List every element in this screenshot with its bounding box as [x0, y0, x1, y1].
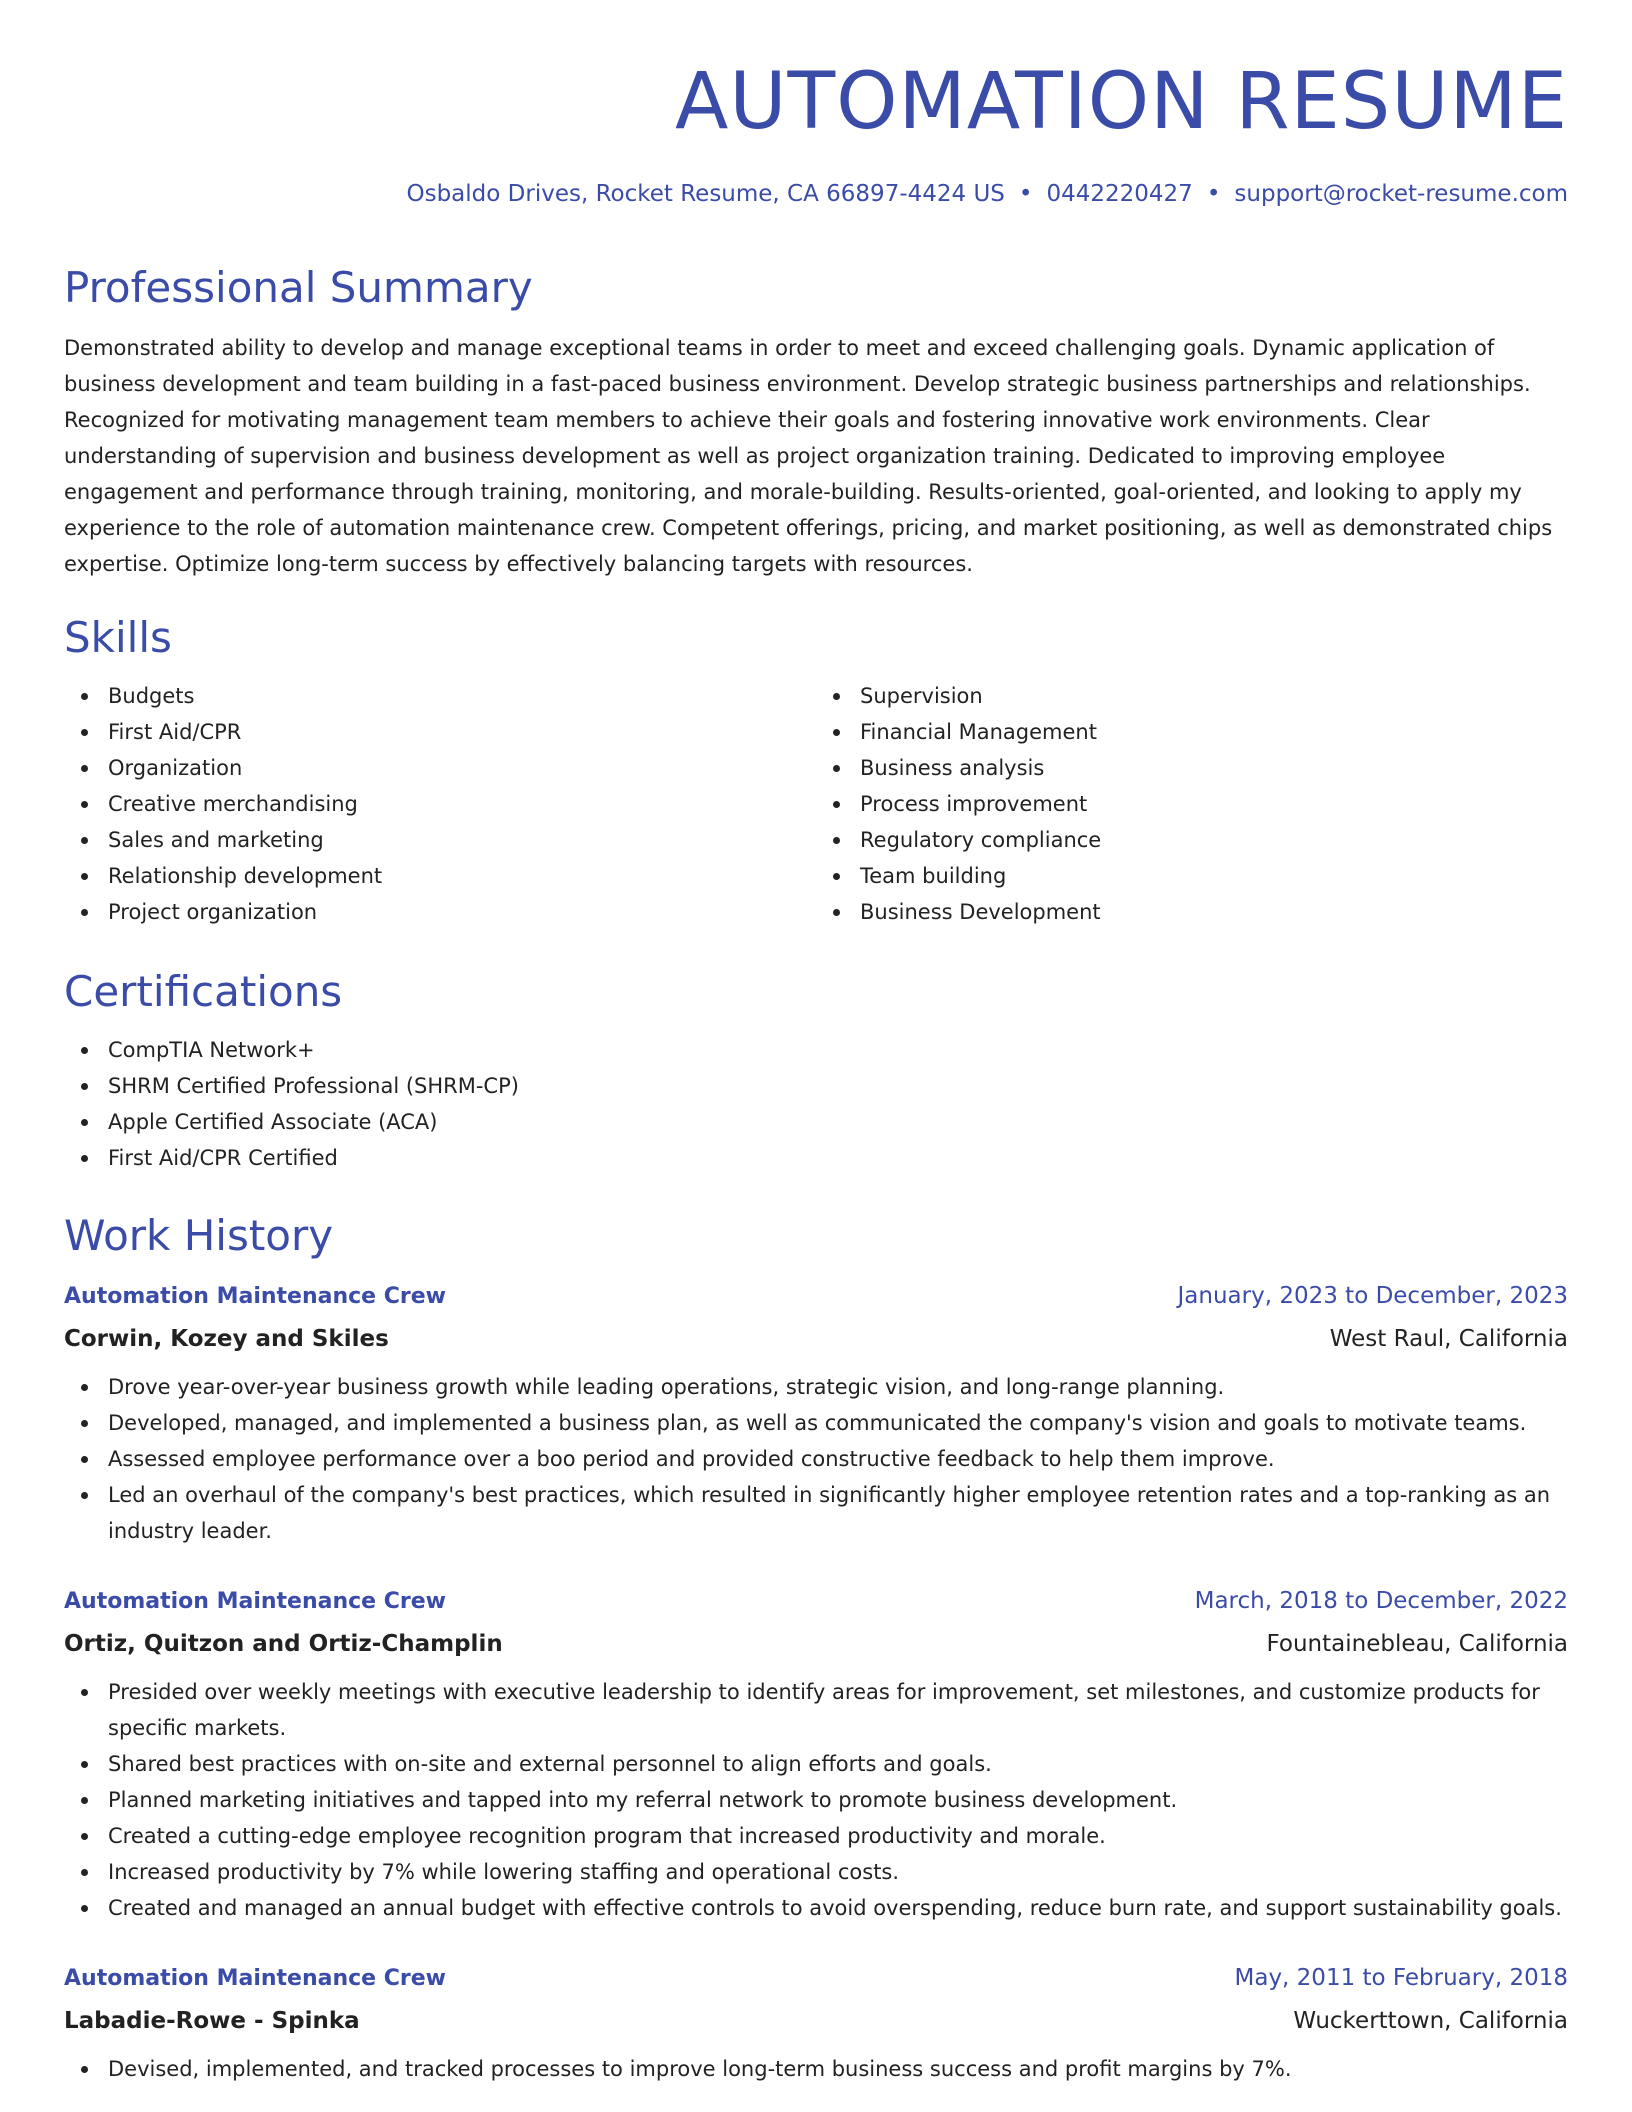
job-bullet: Shared best practices with on-site and external personnel to align efforts and goals. [108, 1746, 1568, 1782]
certifications-title: Certifications [64, 967, 343, 1016]
skill-item: Business Development [860, 894, 1568, 930]
job-bullet: Led an overhaul of the company's best practices, which resulted in significantly higher employee retention rates and a top-ranking as an industry leader. [108, 1477, 1568, 1549]
resume-name: AUTOMATION RESUME [675, 57, 1568, 147]
certifications-section [64, 966, 1568, 1176]
skills-columns [64, 678, 1568, 930]
skill-item: Budgets [108, 678, 816, 714]
job-title: Automation Maintenance Crew [64, 1966, 446, 1991]
job-company: Ortiz, Quitzon and Ortiz-Champlin [64, 1631, 503, 1657]
job-location: Wuckerttown, California [1293, 2008, 1568, 2034]
job-company: Labadie-Rowe - Spinka [64, 2008, 360, 2034]
job-company-row [64, 1624, 1568, 1664]
skill-item: Organization [108, 750, 816, 786]
contact-phone: 0442220427 [1046, 181, 1193, 207]
job-bullet: Devised, implemented, and tracked processes to improve long-term business success and profit margins by 7%. [108, 2051, 1568, 2087]
job-company-row [64, 1319, 1568, 1359]
skill-item: Process improvement [860, 786, 1568, 822]
summary-text: Demonstrated ability to develop and manage exceptional teams in order to meet and exceed challenging goals. Dynamic application of business development and team building in a fast-paced business environment. Develop strategic business partnerships and relationships. Recognized for motivating management team members to achieve their goals and fostering innovative work environments. Clear understanding of supervision and business development as well as project organization training. Dedicated to improving employee engagement and performance through training, monitoring, and morale-building. Results-oriented, goal-oriented, and looking to apply my experience to the role of automation maintenance crew. Competent offerings, pricing, and market positioning, as well as demonstrated chips expertise. Optimize long-term success by effectively balancing targets with resources. [64, 336, 1553, 576]
job-bullets [64, 2051, 1568, 2087]
skill-item: Business analysis [860, 750, 1568, 786]
job-bullet: Created and managed an annual budget with effective controls to avoid overspending, reduce burn rate, and support sustainability goals. [108, 1890, 1568, 1926]
summary-title: Professional Summary [64, 263, 533, 312]
job-bullets [64, 1674, 1568, 1926]
work-history-title: Work History [64, 1211, 334, 1260]
certification-item: SHRM Certified Professional (SHRM-CP) [108, 1068, 1568, 1104]
job-bullet: Drove year-over-year business growth while leading operations, strategic vision, and long-range planning. [108, 1369, 1568, 1405]
job-header-row [64, 1583, 1568, 1620]
skill-item: Sales and marketing [108, 822, 816, 858]
job-bullets [64, 1369, 1568, 1549]
job-bullet: Created a cutting-edge employee recognition program that increased productivity and morale. [108, 1818, 1568, 1854]
job-bullet: Presided over weekly meetings with executive leadership to identify areas for improvement, set milestones, and customize products for specific markets. [108, 1674, 1568, 1746]
job-location: Fountainebleau, California [1266, 1631, 1568, 1657]
job-entry [64, 1278, 1568, 1549]
contact-separator: • [1018, 181, 1033, 207]
job-bullet: Assessed employee performance over a boo period and provided constructive feedback to help them improve. [108, 1441, 1568, 1477]
skill-item: Supervision [860, 678, 1568, 714]
certification-item: First Aid/CPR Certified [108, 1140, 1568, 1176]
certification-item: CompTIA Network+ [108, 1032, 1568, 1068]
job-dates: May, 2011 to February, 2018 [1234, 1965, 1568, 1991]
skill-item: Regulatory compliance [860, 822, 1568, 858]
contact-email[interactable]: support@rocket-resume.com [1234, 181, 1568, 207]
contact-line [407, 178, 1569, 210]
skills-list-left [64, 678, 816, 930]
job-dates: March, 2018 to December, 2022 [1194, 1588, 1568, 1614]
job-bullet: Increased productivity by 7% while lowering staffing and operational costs. [108, 1854, 1568, 1890]
summary-section [64, 262, 1568, 582]
work-history-section [64, 1210, 1568, 2087]
job-header-row [64, 1960, 1568, 1997]
job-title: Automation Maintenance Crew [64, 1284, 446, 1309]
job-header-row [64, 1278, 1568, 1315]
job-company-row [64, 2001, 1568, 2041]
job-title: Automation Maintenance Crew [64, 1589, 446, 1614]
job-bullet: Developed, managed, and implemented a business plan, as well as communicated the company's vision and goals to motivate teams. [108, 1405, 1568, 1441]
skill-item: First Aid/CPR [108, 714, 816, 750]
skills-section [64, 612, 1568, 930]
skill-item: Creative merchandising [108, 786, 816, 822]
contact-address: Osbaldo Drives, Rocket Resume, CA 66897-4424 US [406, 181, 1005, 207]
skill-item: Financial Management [860, 714, 1568, 750]
job-entry [64, 1960, 1568, 2087]
certifications-list [64, 1032, 1568, 1176]
certification-item: Apple Certified Associate (ACA) [108, 1104, 1568, 1140]
skill-item: Relationship development [108, 858, 816, 894]
job-location: West Raul, California [1329, 1326, 1568, 1352]
job-bullet: Planned marketing initiatives and tapped into my referral network to promote business development. [108, 1782, 1568, 1818]
skill-item: Team building [860, 858, 1568, 894]
job-entry [64, 1583, 1568, 1926]
job-dates: January, 2023 to December, 2023 [1177, 1283, 1568, 1309]
skill-item: Project organization [108, 894, 816, 930]
skills-list-right [816, 678, 1568, 930]
skills-title: Skills [64, 613, 172, 662]
contact-separator: • [1206, 181, 1221, 207]
job-company: Corwin, Kozey and Skiles [64, 1326, 389, 1352]
